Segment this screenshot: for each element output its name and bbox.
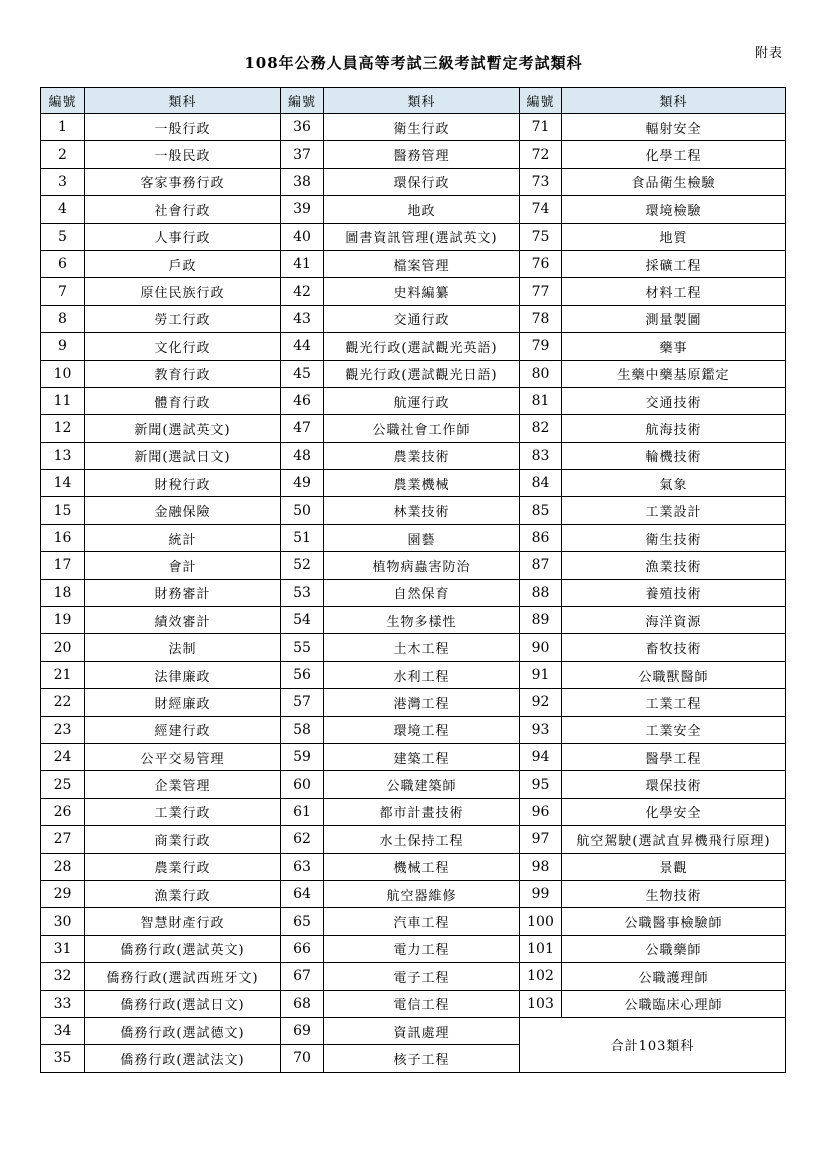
table-row — [41, 935, 786, 962]
row-category-cell: 僑務行政(選試西班牙文) — [85, 963, 281, 990]
row-category-cell: 統計 — [85, 524, 281, 551]
table-row — [41, 141, 786, 168]
row-category-cell: 電子工程 — [324, 963, 520, 990]
row-number-cell: 36 — [281, 114, 324, 141]
table-row — [41, 333, 786, 360]
row-number-cell: 98 — [520, 853, 562, 880]
row-category-cell: 醫務管理 — [324, 141, 520, 168]
row-number-cell: 101 — [520, 935, 562, 962]
row-number-cell: 69 — [281, 1017, 324, 1044]
row-number-cell: 39 — [281, 196, 324, 223]
row-category-cell: 航海技術 — [562, 415, 786, 442]
row-number-cell: 45 — [281, 360, 324, 387]
table-row — [41, 250, 786, 277]
row-number-cell: 27 — [41, 826, 85, 853]
total-count-cell: 合計103類科 — [520, 1017, 786, 1072]
row-category-cell: 養殖技術 — [562, 579, 786, 606]
table-row — [41, 607, 786, 634]
row-category-cell: 測量製圖 — [562, 305, 786, 332]
row-number-cell: 35 — [41, 1045, 85, 1072]
row-category-cell: 財務審計 — [85, 579, 281, 606]
row-number-cell: 3 — [41, 168, 85, 195]
row-category-cell: 機械工程 — [324, 853, 520, 880]
row-category-cell: 法律廉政 — [85, 661, 281, 688]
row-category-cell: 農業機械 — [324, 470, 520, 497]
row-category-cell: 土木工程 — [324, 634, 520, 661]
row-category-cell: 史料編纂 — [324, 278, 520, 305]
row-category-cell: 社會行政 — [85, 196, 281, 223]
row-number-cell: 83 — [520, 442, 562, 469]
table-row — [41, 552, 786, 579]
table-row — [41, 497, 786, 524]
row-category-cell: 交通技術 — [562, 387, 786, 414]
row-category-cell: 農業技術 — [324, 442, 520, 469]
row-number-cell: 65 — [281, 908, 324, 935]
row-number-cell: 95 — [520, 771, 562, 798]
row-number-cell: 68 — [281, 990, 324, 1017]
row-number-cell: 79 — [520, 333, 562, 360]
row-number-cell: 20 — [41, 634, 85, 661]
row-category-cell: 環保行政 — [324, 168, 520, 195]
row-category-cell: 公職護理師 — [562, 963, 786, 990]
table-row — [41, 470, 786, 497]
row-category-cell: 電力工程 — [324, 935, 520, 962]
row-category-cell: 漁業行政 — [85, 880, 281, 907]
row-category-cell: 環境工程 — [324, 716, 520, 743]
row-category-cell: 公平交易管理 — [85, 743, 281, 770]
row-number-cell: 42 — [281, 278, 324, 305]
row-number-cell: 54 — [281, 607, 324, 634]
row-category-cell: 航運行政 — [324, 387, 520, 414]
row-number-cell: 31 — [41, 935, 85, 962]
row-category-cell: 漁業技術 — [562, 552, 786, 579]
row-category-cell: 林業技術 — [324, 497, 520, 524]
row-number-cell: 61 — [281, 798, 324, 825]
row-category-cell: 經建行政 — [85, 716, 281, 743]
table-row — [41, 716, 786, 743]
row-category-cell: 公職獸醫師 — [562, 661, 786, 688]
row-number-cell: 52 — [281, 552, 324, 579]
row-category-cell: 工業行政 — [85, 798, 281, 825]
row-number-cell: 34 — [41, 1017, 85, 1044]
row-number-cell: 24 — [41, 743, 85, 770]
row-category-cell: 文化行政 — [85, 333, 281, 360]
row-category-cell: 航空器維修 — [324, 880, 520, 907]
row-category-cell: 法制 — [85, 634, 281, 661]
row-number-cell: 64 — [281, 880, 324, 907]
row-category-cell: 輪機技術 — [562, 442, 786, 469]
row-number-cell: 51 — [281, 524, 324, 551]
row-number-cell: 55 — [281, 634, 324, 661]
row-category-cell: 氣象 — [562, 470, 786, 497]
header-category-1: 類科 — [85, 88, 281, 114]
row-category-cell: 食品衛生檢驗 — [562, 168, 786, 195]
row-number-cell: 41 — [281, 250, 324, 277]
row-number-cell: 25 — [41, 771, 85, 798]
row-number-cell: 94 — [520, 743, 562, 770]
row-category-cell: 工業安全 — [562, 716, 786, 743]
row-category-cell: 教育行政 — [85, 360, 281, 387]
row-category-cell: 地質 — [562, 223, 786, 250]
row-category-cell: 地政 — [324, 196, 520, 223]
row-category-cell: 交通行政 — [324, 305, 520, 332]
row-category-cell: 公職醫事檢驗師 — [562, 908, 786, 935]
header-category-3: 類科 — [562, 88, 786, 114]
row-number-cell: 88 — [520, 579, 562, 606]
row-number-cell: 97 — [520, 826, 562, 853]
row-number-cell: 102 — [520, 963, 562, 990]
row-category-cell: 景觀 — [562, 853, 786, 880]
row-category-cell: 僑務行政(選試英文) — [85, 935, 281, 962]
row-number-cell: 71 — [520, 114, 562, 141]
row-category-cell: 醫學工程 — [562, 743, 786, 770]
row-category-cell: 生藥中藥基原鑑定 — [562, 360, 786, 387]
row-number-cell: 38 — [281, 168, 324, 195]
table-row — [41, 963, 786, 990]
row-category-cell: 財經廉政 — [85, 689, 281, 716]
row-number-cell: 66 — [281, 935, 324, 962]
row-category-cell: 水土保持工程 — [324, 826, 520, 853]
row-number-cell: 19 — [41, 607, 85, 634]
header-number-2: 編號 — [281, 88, 324, 114]
row-category-cell: 水利工程 — [324, 661, 520, 688]
row-number-cell: 9 — [41, 333, 85, 360]
attachment-label: 附表 — [754, 46, 783, 61]
row-category-cell: 客家事務行政 — [85, 168, 281, 195]
row-category-cell: 園藝 — [324, 524, 520, 551]
exam-categories-table — [40, 87, 786, 1073]
table-row — [41, 579, 786, 606]
row-number-cell: 63 — [281, 853, 324, 880]
row-category-cell: 航空駕駛(選試直昇機飛行原理) — [562, 826, 786, 853]
row-number-cell: 4 — [41, 196, 85, 223]
row-number-cell: 91 — [520, 661, 562, 688]
table-row — [41, 689, 786, 716]
row-number-cell: 11 — [41, 387, 85, 414]
header-number-1: 編號 — [41, 88, 85, 114]
table-row — [41, 278, 786, 305]
row-category-cell: 都市計畫技術 — [324, 798, 520, 825]
row-number-cell: 73 — [520, 168, 562, 195]
row-category-cell: 輻射安全 — [562, 114, 786, 141]
row-number-cell: 7 — [41, 278, 85, 305]
row-number-cell: 75 — [520, 223, 562, 250]
row-category-cell: 農業行政 — [85, 853, 281, 880]
row-number-cell: 81 — [520, 387, 562, 414]
row-number-cell: 90 — [520, 634, 562, 661]
row-category-cell: 圖書資訊管理(選試英文) — [324, 223, 520, 250]
row-category-cell: 財稅行政 — [85, 470, 281, 497]
row-category-cell: 金融保險 — [85, 497, 281, 524]
row-number-cell: 23 — [41, 716, 85, 743]
row-category-cell: 公職社會工作師 — [324, 415, 520, 442]
row-number-cell: 40 — [281, 223, 324, 250]
row-number-cell: 82 — [520, 415, 562, 442]
table-row — [41, 743, 786, 770]
row-number-cell: 76 — [520, 250, 562, 277]
row-category-cell: 檔案管理 — [324, 250, 520, 277]
row-number-cell: 6 — [41, 250, 85, 277]
row-number-cell: 67 — [281, 963, 324, 990]
row-number-cell: 29 — [41, 880, 85, 907]
row-category-cell: 僑務行政(選試法文) — [85, 1045, 281, 1072]
row-category-cell: 商業行政 — [85, 826, 281, 853]
row-category-cell: 僑務行政(選試德文) — [85, 1017, 281, 1044]
row-category-cell: 公職臨床心理師 — [562, 990, 786, 1017]
row-number-cell: 18 — [41, 579, 85, 606]
row-number-cell: 80 — [520, 360, 562, 387]
table-row — [41, 908, 786, 935]
row-number-cell: 92 — [520, 689, 562, 716]
table-row — [41, 826, 786, 853]
row-number-cell: 21 — [41, 661, 85, 688]
table-row — [41, 771, 786, 798]
table-row — [41, 168, 786, 195]
row-number-cell: 10 — [41, 360, 85, 387]
row-category-cell: 化學安全 — [562, 798, 786, 825]
row-category-cell: 公職藥師 — [562, 935, 786, 962]
row-category-cell: 植物病蟲害防治 — [324, 552, 520, 579]
row-category-cell: 化學工程 — [562, 141, 786, 168]
row-number-cell: 46 — [281, 387, 324, 414]
row-category-cell: 海洋資源 — [562, 607, 786, 634]
row-category-cell: 汽車工程 — [324, 908, 520, 935]
row-category-cell: 資訊處理 — [324, 1017, 520, 1044]
row-category-cell: 藥事 — [562, 333, 786, 360]
table-row — [41, 114, 786, 141]
row-category-cell: 工業設計 — [562, 497, 786, 524]
row-number-cell: 96 — [520, 798, 562, 825]
row-number-cell: 49 — [281, 470, 324, 497]
row-number-cell: 28 — [41, 853, 85, 880]
row-number-cell: 86 — [520, 524, 562, 551]
row-number-cell: 50 — [281, 497, 324, 524]
page-title: 108年公務人員高等考試三級考試暫定考試類科 — [244, 54, 583, 72]
table-row — [41, 305, 786, 332]
row-category-cell: 人事行政 — [85, 223, 281, 250]
row-category-cell: 新聞(選試英文) — [85, 415, 281, 442]
row-number-cell: 62 — [281, 826, 324, 853]
row-category-cell: 電信工程 — [324, 990, 520, 1017]
row-number-cell: 5 — [41, 223, 85, 250]
row-number-cell: 2 — [41, 141, 85, 168]
table-row — [41, 360, 786, 387]
row-number-cell: 43 — [281, 305, 324, 332]
table-row — [41, 415, 786, 442]
table-row — [41, 387, 786, 414]
table-row — [41, 634, 786, 661]
row-number-cell: 47 — [281, 415, 324, 442]
row-number-cell: 37 — [281, 141, 324, 168]
row-number-cell: 56 — [281, 661, 324, 688]
row-number-cell: 58 — [281, 716, 324, 743]
row-category-cell: 一般民政 — [85, 141, 281, 168]
row-category-cell: 環境檢驗 — [562, 196, 786, 223]
row-number-cell: 16 — [41, 524, 85, 551]
row-category-cell: 公職建築師 — [324, 771, 520, 798]
row-category-cell: 畜牧技術 — [562, 634, 786, 661]
row-number-cell: 13 — [41, 442, 85, 469]
row-category-cell: 自然保育 — [324, 579, 520, 606]
table-row — [41, 661, 786, 688]
row-number-cell: 15 — [41, 497, 85, 524]
table-row — [41, 880, 786, 907]
row-number-cell: 87 — [520, 552, 562, 579]
row-number-cell: 85 — [520, 497, 562, 524]
row-number-cell: 33 — [41, 990, 85, 1017]
row-category-cell: 觀光行政(選試觀光日語) — [324, 360, 520, 387]
row-number-cell: 14 — [41, 470, 85, 497]
row-number-cell: 32 — [41, 963, 85, 990]
row-category-cell: 體育行政 — [85, 387, 281, 414]
header-number-3: 編號 — [520, 88, 562, 114]
row-number-cell: 93 — [520, 716, 562, 743]
row-category-cell: 企業管理 — [85, 771, 281, 798]
row-category-cell: 原住民族行政 — [85, 278, 281, 305]
row-number-cell: 57 — [281, 689, 324, 716]
row-number-cell: 12 — [41, 415, 85, 442]
table-row — [41, 798, 786, 825]
row-category-cell: 環保技術 — [562, 771, 786, 798]
row-number-cell: 59 — [281, 743, 324, 770]
header-category-2: 類科 — [324, 88, 520, 114]
row-category-cell: 生物多樣性 — [324, 607, 520, 634]
row-number-cell: 100 — [520, 908, 562, 935]
row-number-cell: 26 — [41, 798, 85, 825]
table-row — [41, 524, 786, 551]
row-category-cell: 勞工行政 — [85, 305, 281, 332]
row-category-cell: 採礦工程 — [562, 250, 786, 277]
row-category-cell: 建築工程 — [324, 743, 520, 770]
row-number-cell: 74 — [520, 196, 562, 223]
row-number-cell: 89 — [520, 607, 562, 634]
row-category-cell: 智慧財產行政 — [85, 908, 281, 935]
row-number-cell: 84 — [520, 470, 562, 497]
row-category-cell: 材料工程 — [562, 278, 786, 305]
row-category-cell: 工業工程 — [562, 689, 786, 716]
row-category-cell: 衛生行政 — [324, 114, 520, 141]
row-category-cell: 衛生技術 — [562, 524, 786, 551]
row-number-cell: 60 — [281, 771, 324, 798]
row-number-cell: 48 — [281, 442, 324, 469]
row-number-cell: 103 — [520, 990, 562, 1017]
row-number-cell: 53 — [281, 579, 324, 606]
row-category-cell: 戶政 — [85, 250, 281, 277]
row-category-cell: 績效審計 — [85, 607, 281, 634]
row-number-cell: 99 — [520, 880, 562, 907]
table-row — [41, 223, 786, 250]
row-category-cell: 港灣工程 — [324, 689, 520, 716]
table-row — [41, 990, 786, 1017]
row-number-cell: 1 — [41, 114, 85, 141]
row-category-cell: 新聞(選試日文) — [85, 442, 281, 469]
row-number-cell: 78 — [520, 305, 562, 332]
row-number-cell: 72 — [520, 141, 562, 168]
table-header-row — [41, 88, 786, 114]
table-row — [41, 1017, 786, 1044]
row-number-cell: 8 — [41, 305, 85, 332]
table-row — [41, 196, 786, 223]
table-row — [41, 853, 786, 880]
row-category-cell: 一般行政 — [85, 114, 281, 141]
table-row — [41, 442, 786, 469]
row-category-cell: 核子工程 — [324, 1045, 520, 1072]
row-number-cell: 22 — [41, 689, 85, 716]
row-number-cell: 17 — [41, 552, 85, 579]
row-category-cell: 觀光行政(選試觀光英語) — [324, 333, 520, 360]
row-category-cell: 僑務行政(選試日文) — [85, 990, 281, 1017]
row-number-cell: 30 — [41, 908, 85, 935]
row-category-cell: 生物技術 — [562, 880, 786, 907]
row-number-cell: 77 — [520, 278, 562, 305]
row-number-cell: 44 — [281, 333, 324, 360]
row-category-cell: 會計 — [85, 552, 281, 579]
row-number-cell: 70 — [281, 1045, 324, 1072]
